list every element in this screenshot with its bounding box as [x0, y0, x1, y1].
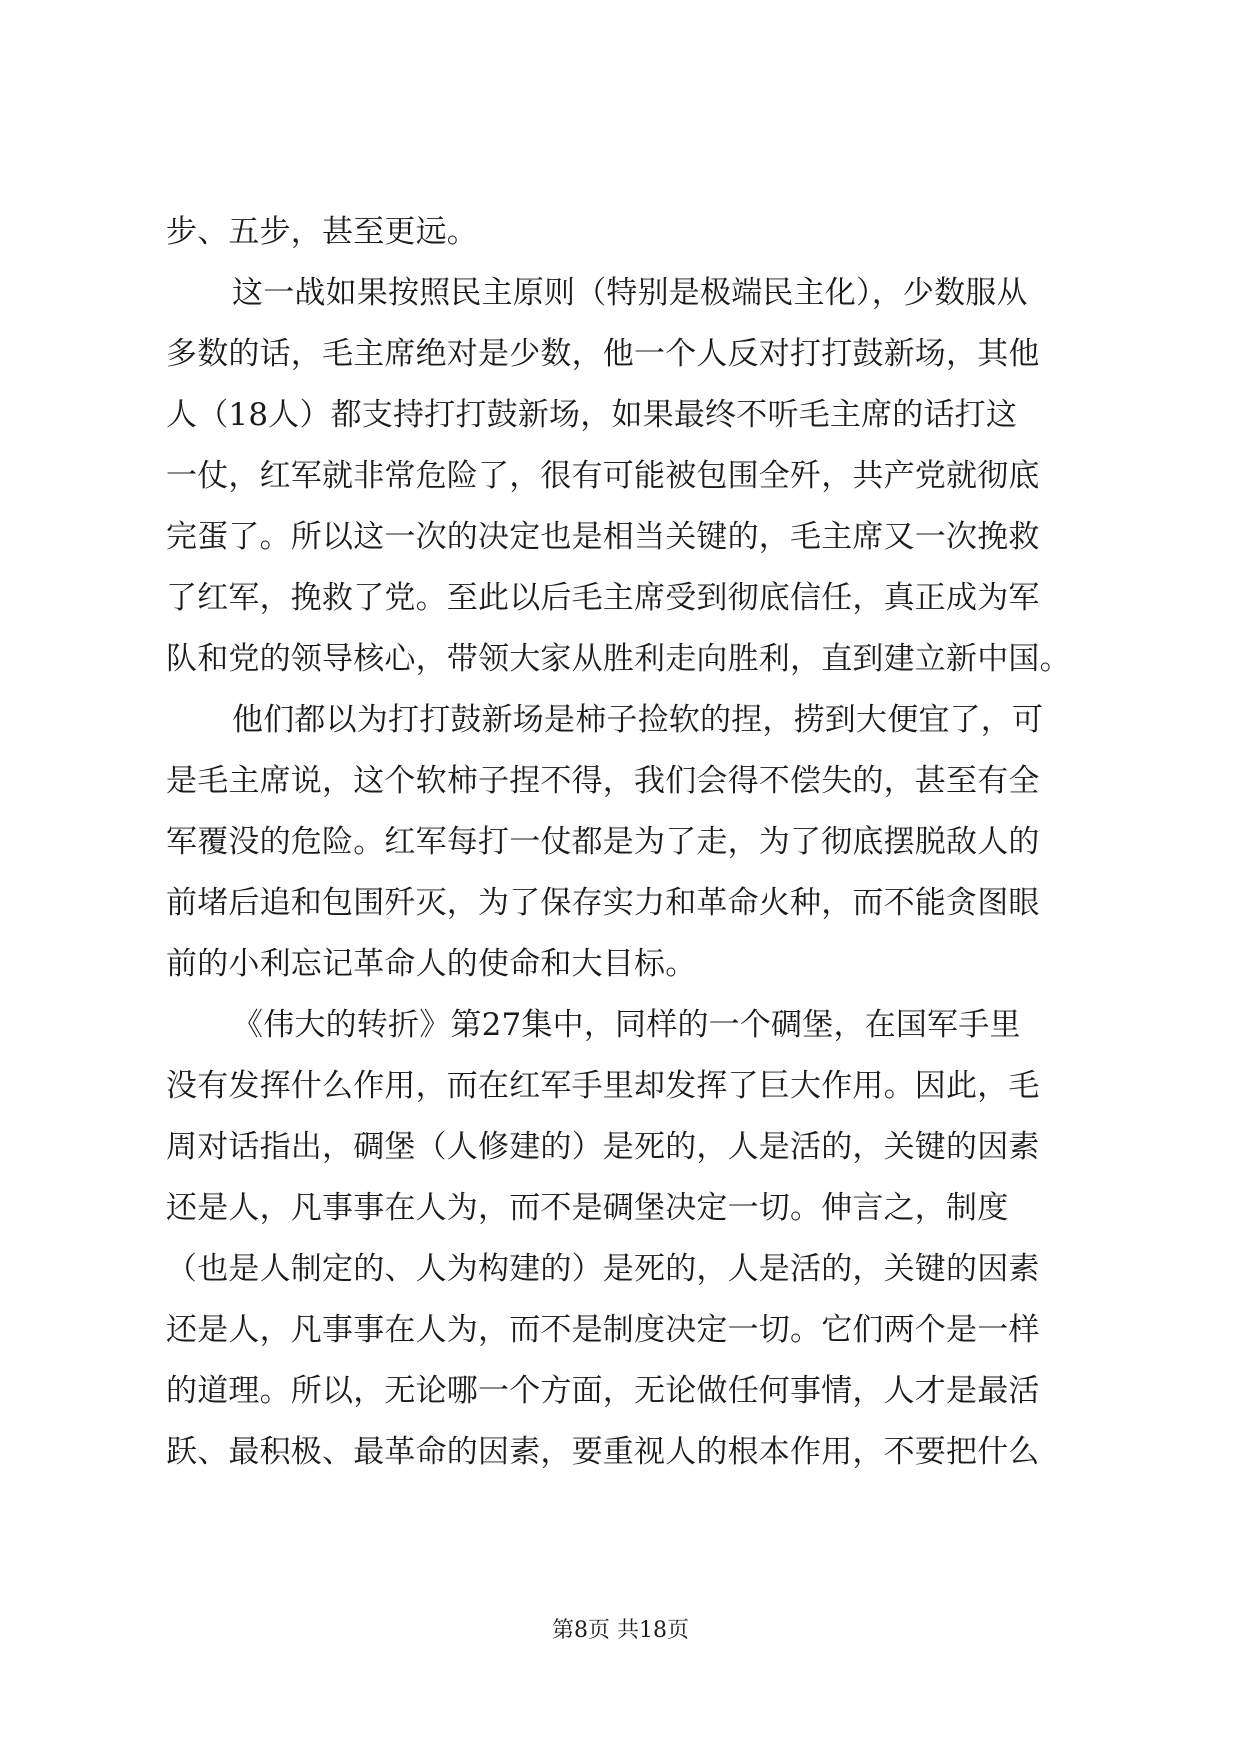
text-line: 军覆没的危险。红军每打一仗都是为了走，为了彻底摆脱敌人的	[166, 824, 1040, 860]
text-line: 他们都以为打打鼓新场是柿子捡软的捏，捞到大便宜了，可	[232, 702, 1044, 738]
text-line: 的道理。所以，无论哪一个方面，无论做任何事情，人才是最活	[166, 1373, 1040, 1409]
text-line: 了红军，挽救了党。至此以后毛主席受到彻底信任，真正成为军	[166, 580, 1040, 616]
text-line: 队和党的领导核心，带领大家从胜利走向胜利，直到建立新中国。	[166, 641, 1071, 677]
text-line: 前的小利忘记革命人的使命和大目标。	[166, 946, 697, 982]
text-line: 《伟大的转折》第27集中，同样的一个碉堡，在国军手里	[232, 1007, 1021, 1043]
text-line: 没有发挥什么作用，而在红军手里却发挥了巨大作用。因此，毛	[166, 1068, 1040, 1104]
text-line: 人（18人）都支持打打鼓新场，如果最终不听毛主席的话打这	[166, 397, 1018, 433]
text-line: 还是人，凡事事在人为，而不是碉堡决定一切。伸言之，制度	[166, 1190, 1009, 1226]
text-line: 多数的话，毛主席绝对是少数，他一个人反对打打鼓新场，其他	[166, 336, 1040, 372]
text-line: 是毛主席说，这个软柿子捏不得，我们会得不偿失的，甚至有全	[166, 763, 1040, 799]
body-text	[166, 202, 1078, 1483]
text-line: 还是人，凡事事在人为，而不是制度决定一切。它们两个是一样	[166, 1312, 1040, 1348]
text-line: 完蛋了。所以这一次的决定也是相当关键的，毛主席又一次挽救	[166, 519, 1040, 555]
text-line: 跃、最积极、最革命的因素，要重视人的根本作用，不要把什么	[166, 1434, 1040, 1470]
page-footer: 第8页 共18页	[552, 1618, 689, 1643]
text-line: 周对话指出，碉堡（人修建的）是死的，人是活的，关键的因素	[166, 1129, 1040, 1165]
text-line: 这一战如果按照民主原则（特别是极端民主化），少数服从	[232, 275, 1028, 311]
text-line: 一仗，红军就非常危险了，很有可能被包围全歼，共产党就彻底	[166, 458, 1040, 494]
text-line: 前堵后追和包围歼灭，为了保存实力和革命火种，而不能贪图眼	[166, 885, 1040, 921]
text-line: 步、五步，甚至更远。	[166, 214, 478, 250]
text-line: （也是人制定的、人为构建的）是死的，人是活的，关键的因素	[166, 1251, 1040, 1287]
